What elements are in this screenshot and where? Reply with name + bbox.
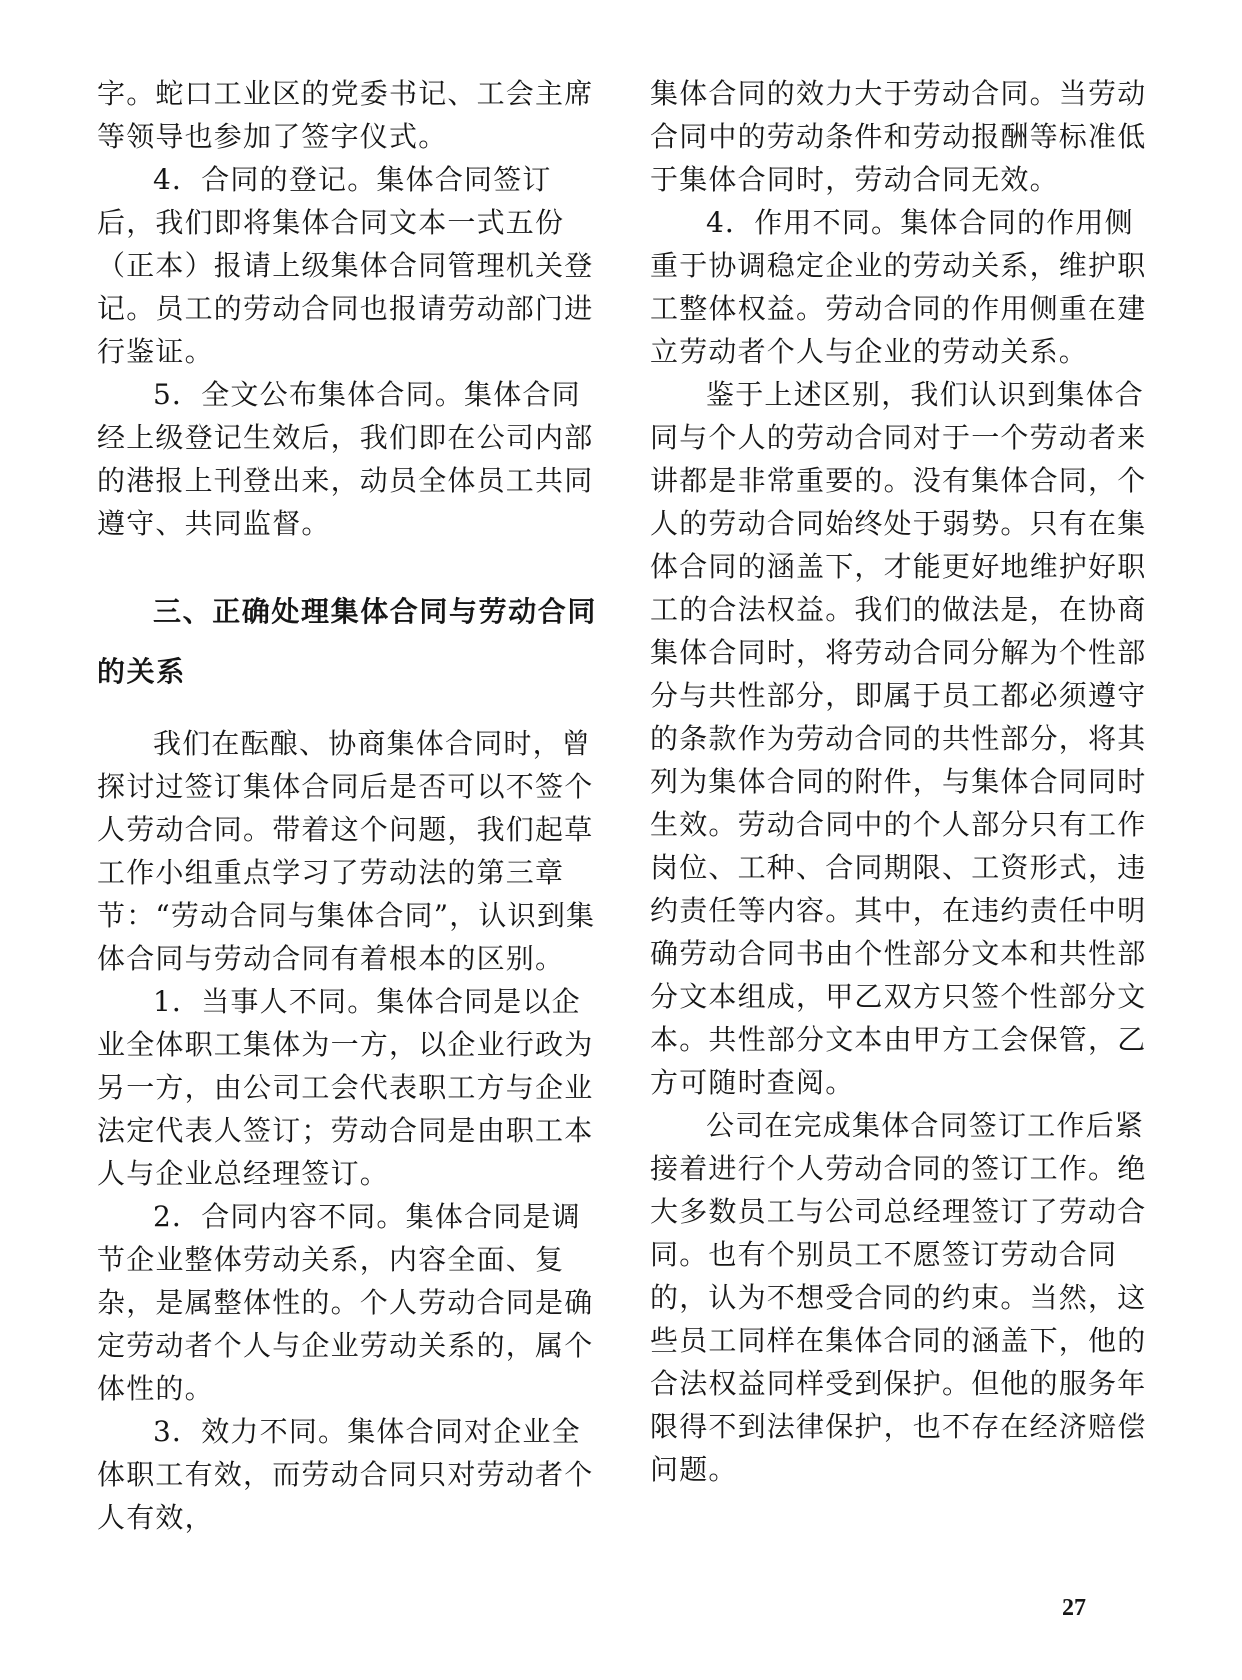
section-heading: 三、正确处理集体合同与劳动合同的关系	[97, 595, 598, 688]
right-column	[650, 72, 1150, 1491]
left-column	[97, 72, 600, 1539]
paragraph-publish-contract: 5．全文公布集体合同。集体合同经上级登记生效后，我们即在公司内部的港报上刊登出来，动员全体员工共同遵守、共同监督。	[97, 378, 594, 540]
paragraph-effect-continued: 集体合同的效力大于劳动合同。当劳动合同中的劳动条件和劳动报酬等标准低于集体合同时，劳动合同无效。	[650, 77, 1147, 196]
paragraph-content-differ: 2．合同内容不同。集体合同是调节企业整体劳动关系，内容全面、复杂，是属整体性的。个人劳动合同是确定劳动者个人与企业劳动关系的，属个体性的。	[97, 1200, 594, 1405]
paragraph-discussion: 我们在酝酿、协商集体合同时，曾探讨过签订集体合同后是否可以不签个人劳动合同。带着这个问题，我们起草工作小组重点学习了劳动法的第三章节：“劳动合同与集体合同”，认识到集体合同与劳动合同有着根本的区别。	[97, 727, 596, 975]
paragraph-effect-differ: 3．效力不同。集体合同对企业全体职工有效，而劳动合同只对劳动者个人有效，	[97, 1415, 594, 1534]
paragraph-conclusion-practice: 鉴于上述区别，我们认识到集体合同与个人的劳动合同对于一个劳动者来讲都是非常重要的。没有集体合同，个人的劳动合同始终处于弱势。只有在集体合同的涵盖下，才能更好地维护好职工的合法权益。我们的做法是，在协商集体合同时，将劳动合同分解为个性部分与共性部分，即属于员工都必须遵守的条款作为劳动合同的共性部分，将其列为集体合同的附件，与集体合同同时生效。劳动合同中的个人部分只有工作岗位、工种、合同期限、工资形式，违约责任等内容。其中，在违约责任中明确劳动合同书由个性部分文本和共性部分文本组成，甲乙双方只签个性部分文本。共性部分文本由甲方工会保管，乙方可随时查阅。	[650, 378, 1147, 1099]
paragraph-individual-contracts: 公司在完成集体合同签订工作后紧接着进行个人劳动合同的签订工作。绝大多数员工与公司总经理签订了劳动合同。也有个别员工不愿签订劳动合同的，认为不想受合同的约束。当然，这些员工同样在集体合同的涵盖下，他的合法权益同样受到保护。但他的服务年限得不到法律保护，也不存在经济赔偿问题。	[650, 1109, 1147, 1486]
paragraph-role-differ: 4．作用不同。集体合同的作用侧重于协调稳定企业的劳动关系，维护职工整体权益。劳动合同的作用侧重在建立劳动者个人与企业的劳动关系。	[650, 206, 1147, 368]
paragraph-signing-ceremony: 字。蛇口工业区的党委书记、工会主席等领导也参加了签字仪式。	[97, 77, 594, 153]
paragraph-parties-differ: 1．当事人不同。集体合同是以企业全体职工集体为一方，以企业行政为另一方，由公司工会代表职工方与企业法定代表人签订；劳动合同是由职工本人与企业总经理签订。	[97, 985, 594, 1190]
page-number: 27	[1062, 1595, 1086, 1621]
paragraph-contract-registration: 4．合同的登记。集体合同签订后，我们即将集体合同文本一式五份（正本）报请上级集体合同管理机关登记。员工的劳动合同也报请劳动部门进行鉴证。	[97, 163, 594, 368]
